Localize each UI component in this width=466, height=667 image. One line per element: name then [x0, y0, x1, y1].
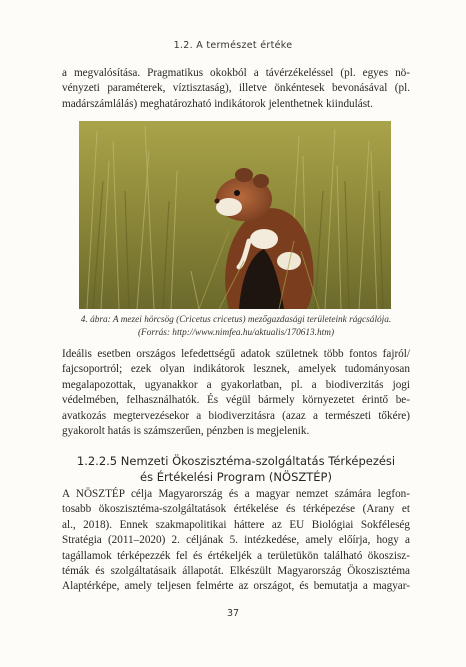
section-heading-line: 1.2.2.5 Nemzeti Ökoszisztéma-szolgáltatás Térképezési [76, 454, 396, 468]
caption-line: 4. ábra: A mezei hörcsög (Cricetus cricetus) mezőgazdasági területeink rágcsálója. [80, 315, 392, 325]
text-line: Stratégia (2011–2020) 2. céljának 5. intézkedése, amely előírja, hogy a [62, 534, 410, 547]
text-line: védelmében, felhasználhatók. És végül bármely környezetet érintő be- [62, 394, 410, 407]
text-line: fajcsoportról; ezek olyan indikátorok lesznek, amelyek tudományosan [62, 363, 410, 376]
text-line: megalapozottak, ugyanakkor a gyakorlatban, pl. a biodiverzitás jogi [62, 378, 410, 391]
figure-caption [62, 314, 410, 340]
text-line: gyakorolt hatás is számszerűen, pénzben is megjelenik. [62, 425, 310, 438]
text-line: madárszámlálás) meghatározható indikátorok jelenthetnek kiindulást. [62, 97, 373, 110]
hamster-photo [79, 121, 391, 309]
intro-paragraph [62, 66, 410, 112]
text-line: Alaptérképe, amely teljesen felmérte az országot, és bemutatja a magyar- [62, 580, 410, 593]
text-line: Ideális esetben országos lefedettségű adatok születnek több fontos fajról/ [62, 348, 410, 360]
text-line: tagállamok térképezzék fel és értékeljék a területükön található ökoszisz- [62, 549, 410, 562]
body-paragraph-2 [62, 347, 410, 439]
caption-source: (Forrás: http://www.nimfea.hu/aktualis/170613.htm) [137, 328, 335, 338]
text-line: témák és szolgáltatásaik állapotát. Elkészült Magyarország Ökoszisztéma [62, 565, 410, 578]
running-header: 1.2. A természet értéke [173, 40, 293, 51]
text-line: tosabb ökoszisztéma-szolgáltatások értékelése és térképezése (Arany et [62, 503, 410, 516]
text-line: a megvalósítása. Pragmatikus okokból a távérzékeléssel (pl. egyes nö- [62, 67, 410, 79]
section-heading [62, 453, 410, 485]
section-heading-line: és Értékelési Program (NÖSZTÉP) [140, 470, 332, 484]
text-line: vényzeti paraméterek, víztisztaság), illetve önkéntesek bevonásával (pl. [62, 82, 410, 95]
body-paragraph-3 [62, 487, 410, 595]
text-line: al., 2018). Ennek szakmapolitikai háttere az EU Biológiai Sokféleség [62, 518, 410, 531]
text-line: A NÖSZTÉP célja Magyarország és a magyar nemzet számára legfon- [62, 488, 410, 500]
text-line: avatkozás megtervezésekor a biodiverzitásra (azaz a természeti tőkére) [62, 409, 410, 422]
page-number: 37 [226, 608, 240, 619]
